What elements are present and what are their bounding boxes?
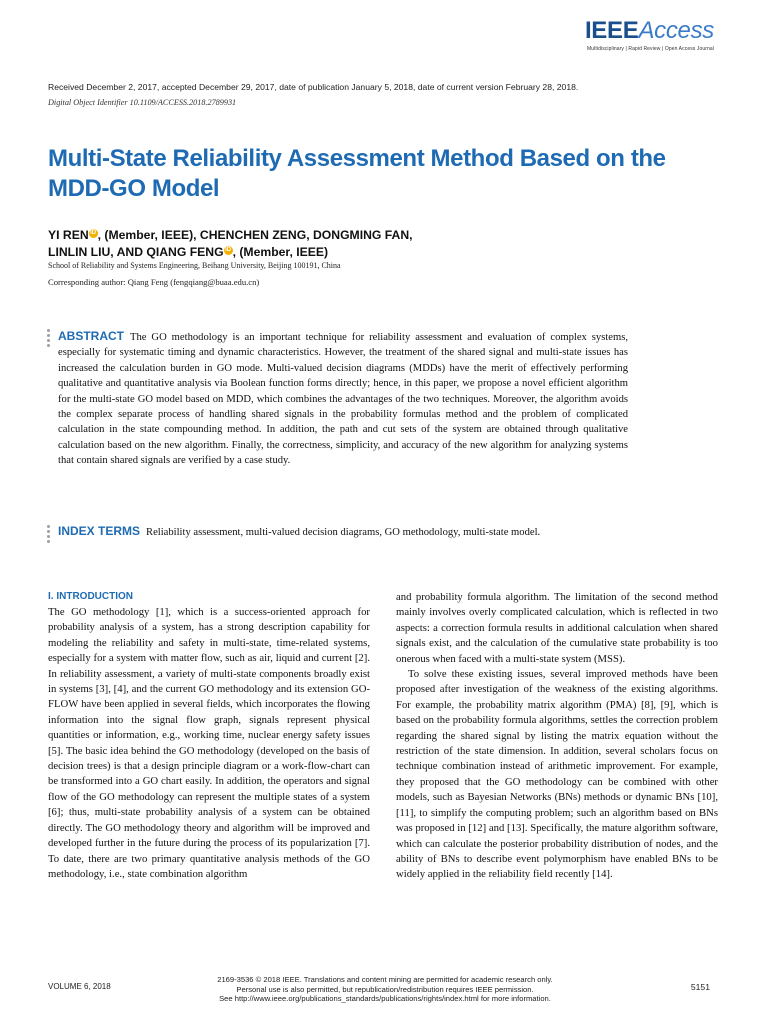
abstract-label: ABSTRACT: [58, 329, 124, 343]
received-dates: Received December 2, 2017, accepted December 29, 2017, date of publication January 5, 2018, date of current version February 28, 2018.: [48, 82, 579, 92]
corresponding-author: Corresponding author: Qiang Feng (fengqiang@buaa.edu.cn): [48, 277, 260, 287]
footer-copyright: [190, 975, 580, 1004]
index-terms-block: [58, 524, 628, 540]
footer-copyright-line2: Personal use is also permitted, but republication/redistribution requires IEEE permission.: [236, 984, 534, 994]
orcid-icon[interactable]: iD: [225, 246, 232, 253]
affiliation: School of Reliability and Systems Engineering, Beihang University, Beijing 100191, China: [48, 261, 341, 270]
author-member-suffix: , (Member, IEEE): [232, 245, 329, 259]
body-column-left: [48, 590, 370, 882]
orcid-icon[interactable]: iD: [90, 229, 97, 236]
abstract-block: [58, 329, 628, 469]
doi-line: Digital Object Identifier 10.1109/ACCESS.2018.2789931: [48, 98, 237, 107]
author-name-first: YI REN: [48, 228, 89, 242]
intro-paragraph-2: To solve these existing issues, several improved methods have been proposed after investigation of the weakness of the existing algorithms. For example, the probability matrix algorithm (PMA) [8], [9], which is based on the probability formula algorithms, settles the correction problem regarding the shared signal by listing the matrix equation without the restriction of the state dimension. In addition, several scholars focus on technique combination instead of arithmetic improvement. For example, they proposed that the GO methodology can be combined with other models, such as Bayesian Networks (BNs) methods or dynamic BNs [10], [11], to simplify the computing problem; such an algorithm based on BNs was proposed in [12] and [13]. Specifically, the mature algorithm software, which can calculate the posterior probability distribution of nodes, and the ability of BNs to describe event polymorphism have enabled BNs to be widely applied in the reliability field recently [14].: [396, 668, 718, 881]
logo-tagline: Multidisciplinary | Rapid Review | Open Access Journal: [587, 46, 714, 52]
index-terms-label: INDEX TERMS: [58, 524, 141, 538]
logo-ieee-text: IEEE: [584, 17, 639, 44]
author-list-rest: , (Member, IEEE), CHENCHEN ZENG, DONGMING FAN,: [97, 228, 413, 242]
author-list-line2: LINLIN LIU, AND QIANG FENG: [48, 245, 224, 259]
footer-volume: VOLUME 6, 2018: [48, 982, 111, 991]
section-heading-introduction: I. INTRODUCTION: [48, 591, 133, 602]
intro-paragraph-1: The GO methodology [1], which is a success-oriented approach for probability analysis of a system, has a strong description capability for modeling the reliability and safety in multi-state, time-related systems, especially for a system with matter flow, such as air, liquid and current [2]. In reliability assessment, a variety of multi-state components broadly exist in systems [3], [4], and the current GO methodology and its extension GO-FLOW have been applied in several fields, which incorporates the flowing information into the signal flow graph, signals represent physical quantities or information, e.g., working time, nuclear energy safety issues [5]. The basic idea behind the GO methodology (developed on the basis of decision trees) is that a design principle diagram or a work-flow-chart can be transformed into a GO chart easily. In addition, the operators and signal flow of the GO methodology can represent the multiple states of a system [6]; thus, multi-state probability analysis of a system can be obtained directly. The GO methodology theory and algorithm will be improved and developed further in the future during the process of its popularization [7]. To date, there are two primary quantitative analysis methods of the GO methodology, i.e., state combination algorithm: [48, 606, 370, 880]
index-terms-dots-icon: [47, 525, 51, 545]
ieee-access-logo: [585, 18, 714, 52]
intro-paragraph-continued: and probability formula algorithm. The limitation of the second method mainly involves overly complicated calculation, which is reflected in two aspects: a correction formula results in additional calculation when shared signals exist, and the calculation of the cumulative state probability is too onerous when faced with a multi-state system (MSS).: [396, 591, 718, 665]
index-terms-text: Reliability assessment, multi-valued decision diagrams, GO methodology, multi-state model.: [146, 527, 541, 538]
abstract-dots-icon: [47, 329, 51, 349]
paper-title: Multi-State Reliability Assessment Method Based on the MDD-GO Model: [48, 145, 666, 202]
author-list: [48, 227, 688, 261]
footer-copyright-line3[interactable]: See http://www.ieee.org/publications_standards/publications/rights/index.html for more information.: [219, 994, 551, 1004]
page-footer: [0, 975, 768, 1015]
logo-access-text: Access: [638, 17, 714, 44]
abstract-text: The GO methodology is an important technique for reliability assessment and evaluation of complex systems, especially for systematic timing and dynamic characteristics. However, the treatment of the shared signal and multi-state issues has increased the calculation burden in GO mode. Multi-valued decision diagrams (MDDs) have the merit of effectively performing qualitative and quantitative analysis via Boolean function forms directly; hence, in this paper, we propose a novel efficient algorithm for the multi-state GO model based on MDD, which combines the advantages of the two techniques. Moreover, the algorithm avoids the complex separate process of handling shared signals in the probability formulas method and the problem of complicated calculation in the state compounding method. In addition, the path and cut sets of the system are obtained through qualitative calculation based on the new algorithm. Finally, the correctness, simplicity, and accuracy of the new algorithm for analyzing systems that contain shared signals are verified by a case study.: [58, 332, 628, 467]
footer-copyright-line1: 2169-3536 © 2018 IEEE. Translations and content mining are permitted for academic research only.: [217, 975, 553, 984]
page-number: 5151: [690, 982, 710, 992]
body-column-right: [396, 590, 718, 883]
